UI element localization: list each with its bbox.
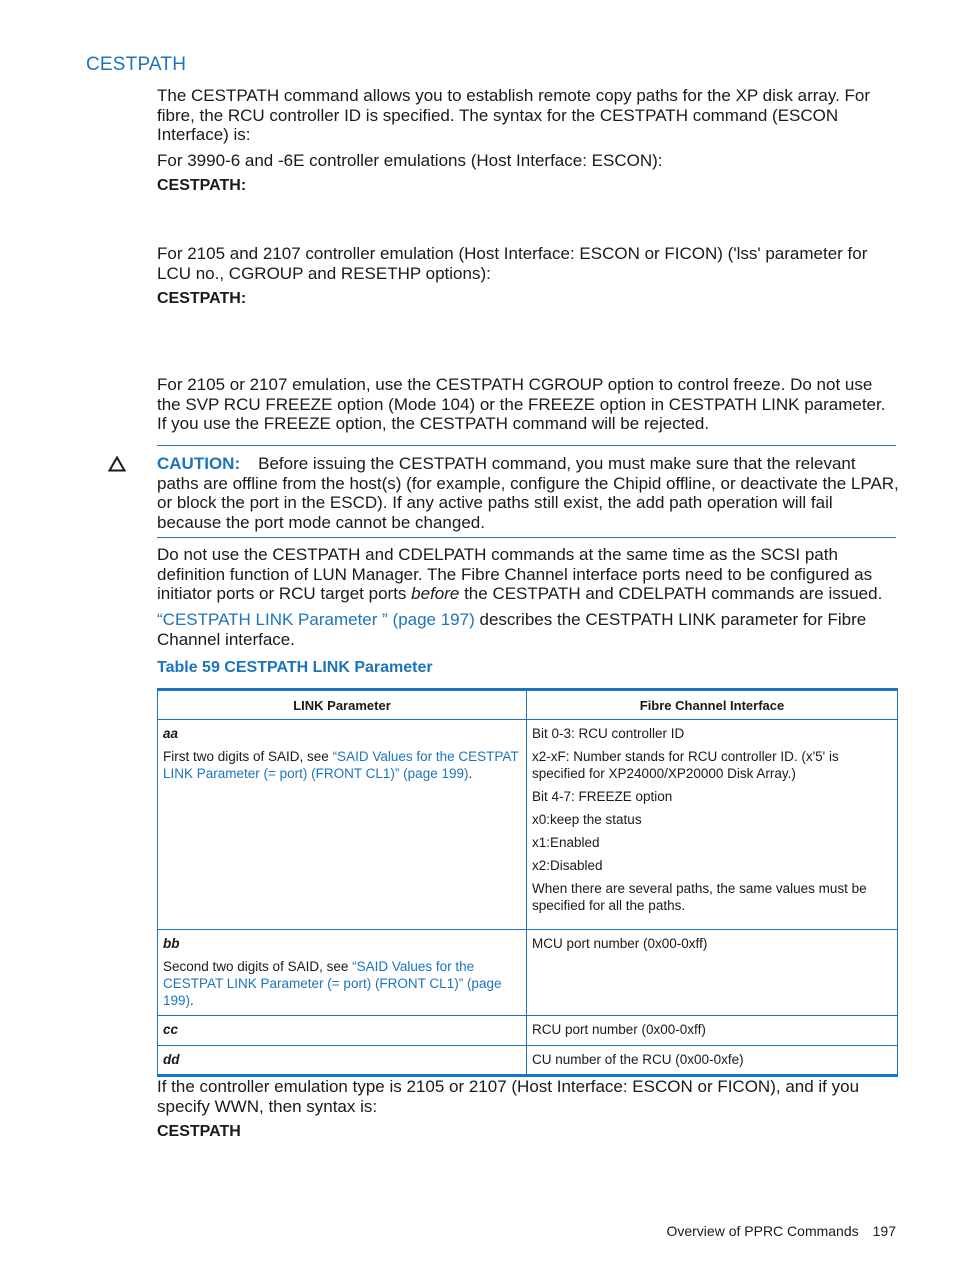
table-header-row	[158, 690, 898, 720]
fc-cell	[527, 930, 898, 1016]
table-title: Table 59 CESTPATH LINK Parameter	[157, 659, 433, 676]
caution-top-rule	[157, 445, 896, 446]
table-row	[158, 720, 898, 930]
xref-link-link-parameter[interactable]: “CESTPATH LINK Parameter ” (page 197)	[157, 610, 475, 629]
xref-paragraph	[157, 610, 899, 649]
fc-line: CU number of the RCU (0x00-0xfe)	[532, 1052, 744, 1067]
param-name: dd	[163, 1052, 180, 1067]
syntax-label-escon: CESTPATH:	[157, 177, 247, 194]
syntax-label-wwn: CESTPATH	[157, 1123, 241, 1140]
said-values-link[interactable]: “SAID Values for the CESTPAT LINK Parameter (= port) (FRONT CL1)” (page 199)	[163, 749, 519, 781]
lun-note-text: Do not use the CESTPATH and CDELPATH commands at the same time as the SCSI path definition function of LUN Manager. The Fibre Channel interface ports need to be configured as initiator ports or RCU target ports	[157, 545, 873, 603]
desc-suffix: .	[468, 766, 473, 781]
xref-text: describes the CESTPATH LINK parameter for Fibre Channel interface.	[157, 610, 867, 649]
page-number: 197	[872, 1223, 896, 1239]
link-parameter-table	[157, 688, 898, 1077]
fc-cell	[527, 1046, 898, 1076]
fc-cell	[527, 720, 898, 930]
fc-line: x1:Enabled	[532, 835, 600, 850]
param-cell	[158, 930, 527, 1016]
desc-prefix: Second two digits of SAID, see	[163, 959, 353, 974]
escon-note: For 3990-6 and -6E controller emulations (Host Interface: ESCON):	[157, 151, 663, 170]
fc-line: RCU port number (0x00-0xff)	[532, 1022, 706, 1037]
caution-bottom-rule	[157, 537, 896, 538]
caution-text: Before issuing the CESTPATH command, you must make sure that the relevant paths are offline from the host(s) (for example, configure the Chipid offline, or deactivate the LPAR, or block the port in the ESCD). If any active paths still exist, the add path operation will fail because the port mode cannot be changed.	[157, 454, 899, 532]
caution-label: CAUTION:	[157, 454, 241, 473]
param-name: aa	[163, 726, 179, 741]
syntax-label-ficon: CESTPATH:	[157, 290, 247, 307]
desc-suffix: .	[190, 993, 194, 1008]
section-heading: CESTPATH	[86, 54, 187, 75]
param-description	[163, 958, 521, 1009]
caution-block	[157, 454, 899, 532]
lun-note-emphasis: before	[411, 584, 460, 603]
param-cell	[158, 1016, 527, 1046]
intro-paragraph: The CESTPATH command allows you to establish remote copy paths for the XP disk array. For fibre, the RCU controller ID is specified. The syntax for the CESTPATH command (ESCON Interface) is:	[157, 86, 871, 144]
desc-prefix: First two digits of SAID, see	[163, 749, 333, 764]
column-header-link-parameter: LINK Parameter	[158, 690, 527, 720]
freeze-note: For 2105 or 2107 emulation, use the CESTPATH CGROUP option to control freeze. Do not use the SVP RCU FREEZE option (Mode 104) or the FREEZE option in CESTPATH LINK parameter. If you use the FREEZE option, the CESTPATH command will be rejected.	[157, 375, 886, 433]
fc-line: Bit 0-3: RCU controller ID	[532, 726, 685, 741]
table-row	[158, 1016, 898, 1046]
fc-line: x2:Disabled	[532, 858, 603, 873]
page-footer	[666, 1223, 896, 1239]
lun-manager-note	[157, 545, 899, 604]
fc-line: x2-xF: Number stands for RCU controller ID. (x'5' is specified for XP24000/XP20000 Disk Array.)	[532, 749, 839, 781]
fc-line: x0:keep the status	[532, 812, 642, 827]
table-row	[158, 1046, 898, 1076]
table-row	[158, 930, 898, 1016]
param-description	[163, 748, 521, 782]
fc-cell	[527, 1016, 898, 1046]
lun-note-end: the CESTPATH and CDELPATH commands are issued.	[459, 584, 883, 603]
param-cell	[158, 1046, 527, 1076]
fc-line: Bit 4-7: FREEZE option	[532, 789, 673, 804]
said-values-link[interactable]: “SAID Values for the CESTPAT LINK Parameter (= port) (FRONT CL1)” (page 199)	[163, 959, 502, 1008]
caution-triangle-icon	[108, 456, 126, 472]
column-header-fibre-channel: Fibre Channel Interface	[527, 690, 898, 720]
footer-section-title: Overview of PPRC Commands	[666, 1223, 859, 1239]
fc-line: MCU port number (0x00-0xff)	[532, 936, 708, 951]
param-name: bb	[163, 936, 180, 951]
param-cell	[158, 720, 527, 930]
ficon-note: For 2105 and 2107 controller emulation (Host Interface: ESCON or FICON) ('lss' parameter for LCU no., CGROUP and RESETHP options):	[157, 244, 868, 283]
fc-line: When there are several paths, the same values must be specified for all the paths.	[532, 881, 867, 913]
wwn-note: If the controller emulation type is 2105 or 2107 (Host Interface: ESCON or FICON), and if you specify WWN, then syntax is:	[157, 1077, 860, 1116]
param-name: cc	[163, 1022, 179, 1037]
